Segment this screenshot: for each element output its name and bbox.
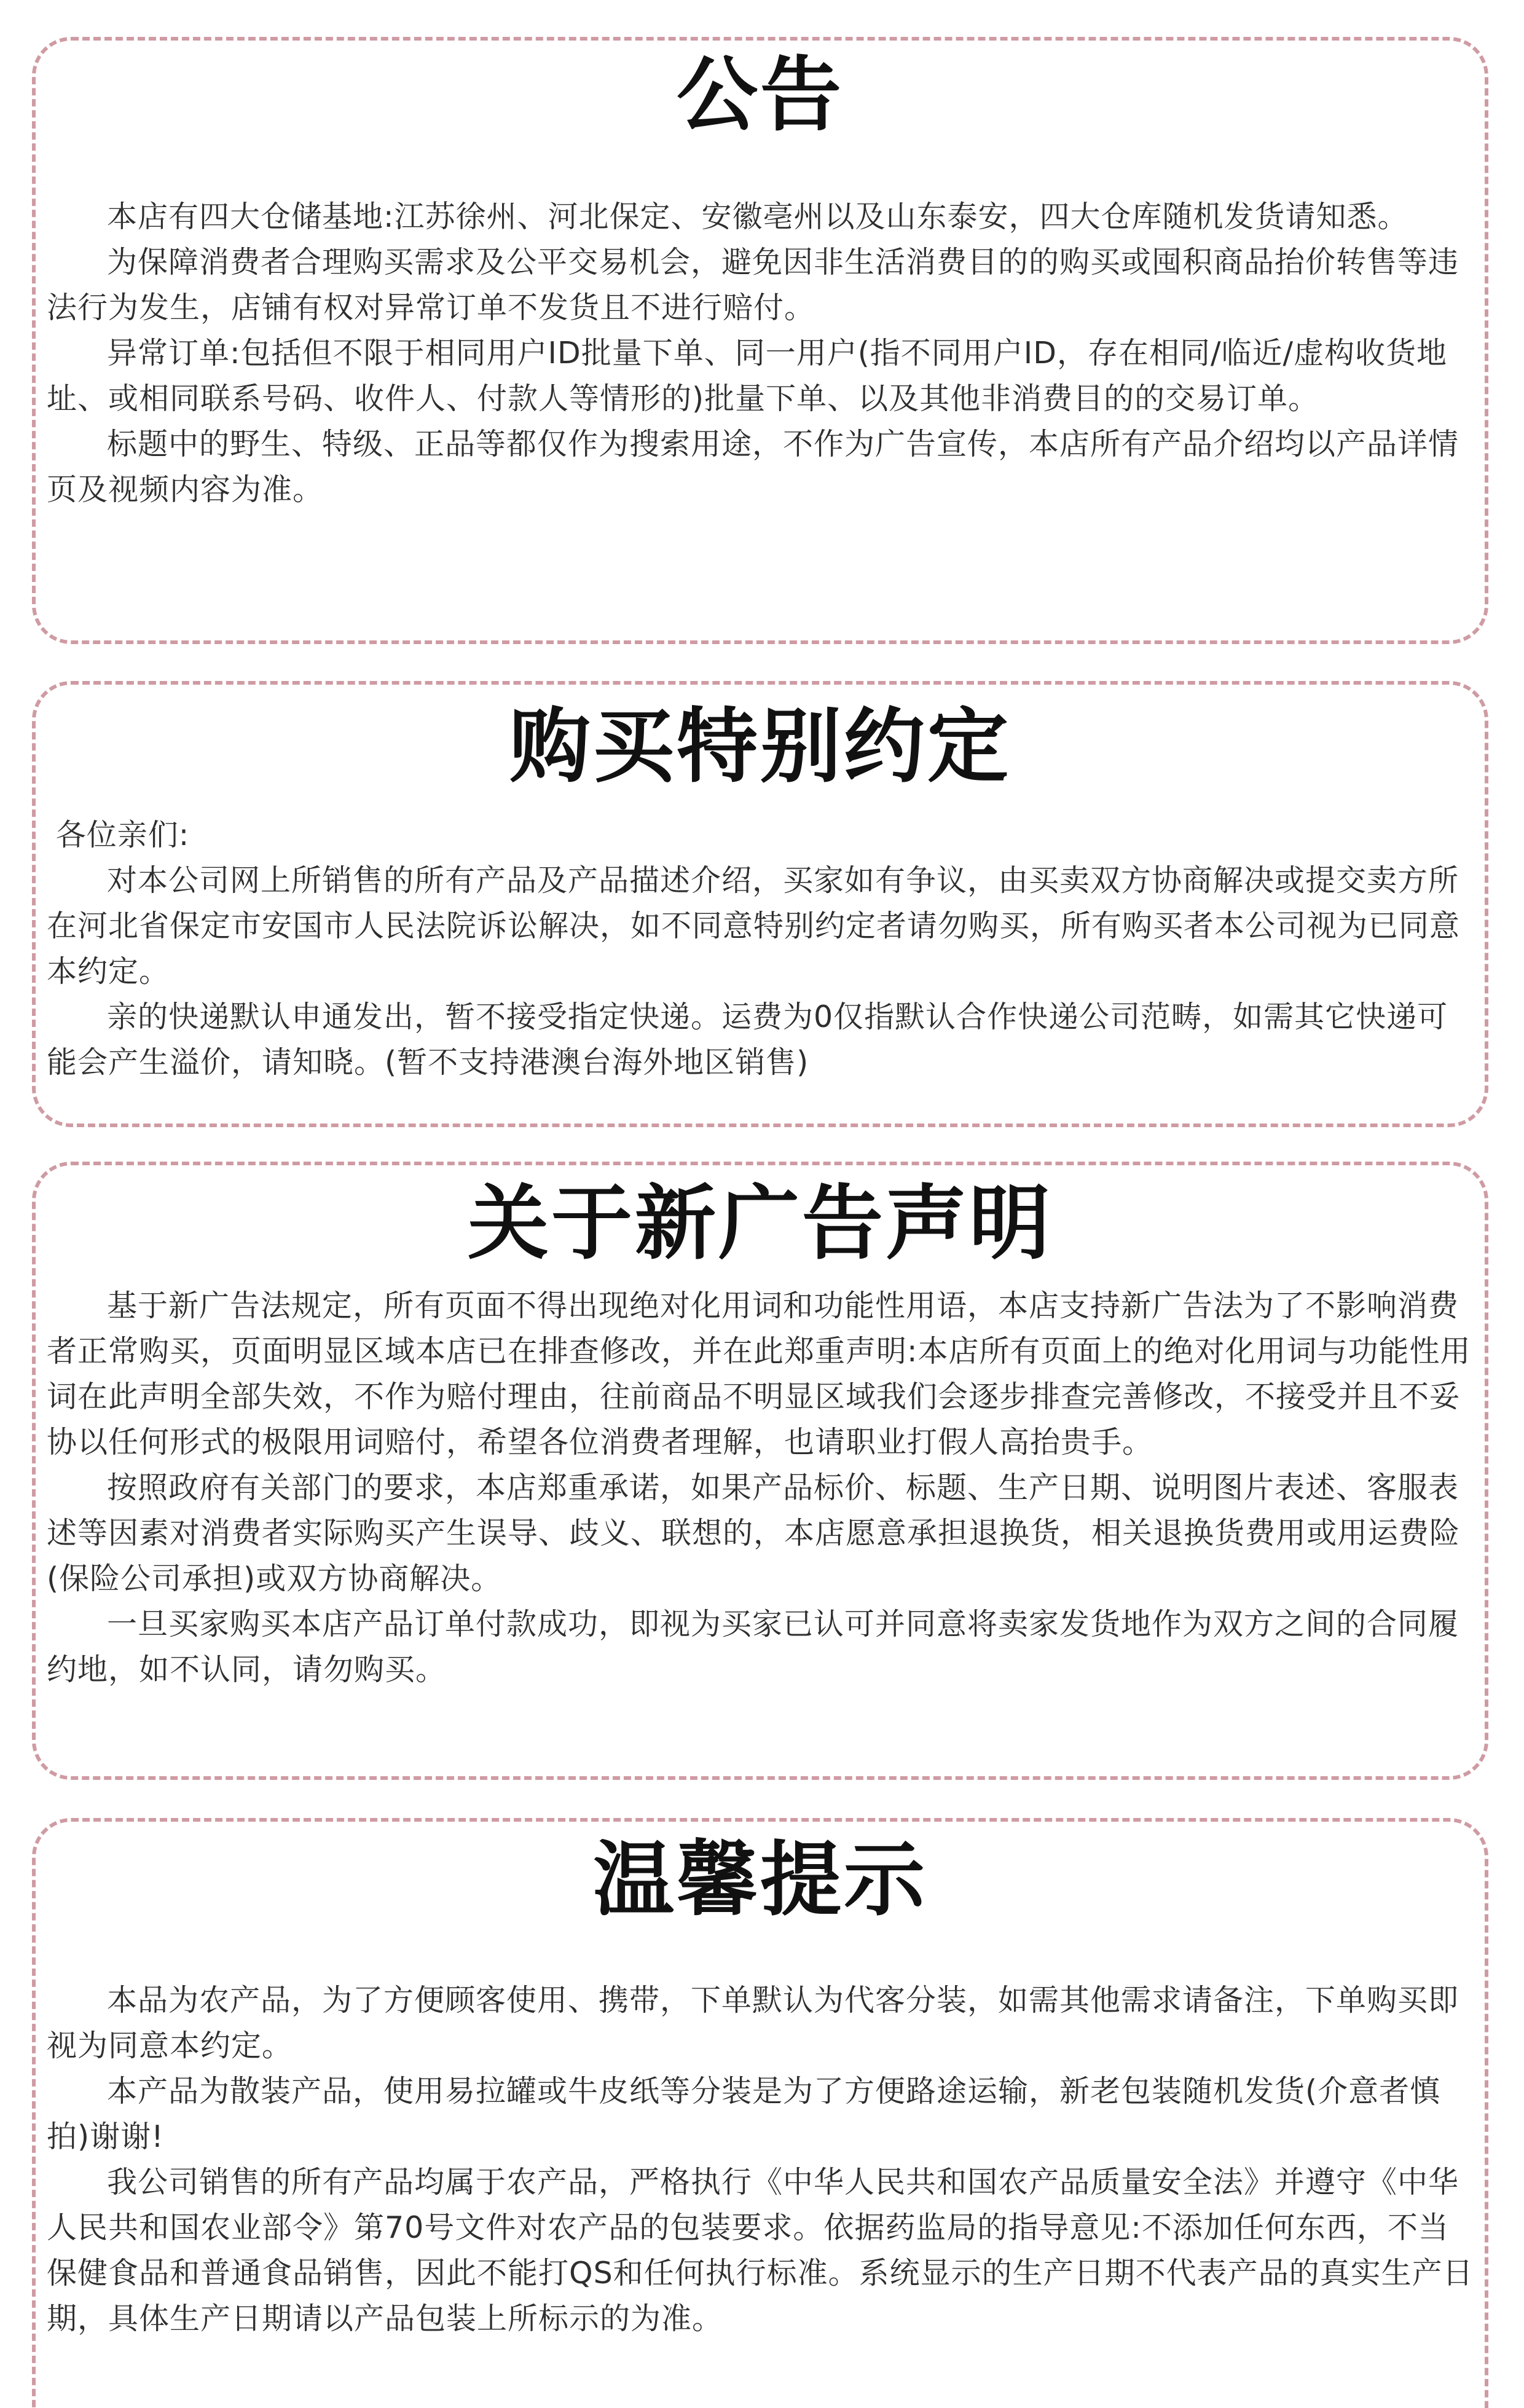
paragraph: 本品为农产品，为了方便顾客使用、携带，下单默认为代客分装，如需其他需求请备注，下单购买即视为同意本约定。 (47, 1983, 1459, 2063)
paragraph: 异常订单:包括但不限于相同用户ID批量下单、同一用户(指不同用户ID，存在相同/临近/虚构收货地址、或相同联系号码、收件人、付款人等情形的)批量下单、以及其他非消费目的的交易订单。 (47, 336, 1448, 416)
section-title: 公告 (677, 48, 844, 143)
section-title: 购买特别约定 (509, 699, 1011, 794)
warm-tips-section (32, 1818, 1488, 2408)
paragraph: 为保障消费者合理购买需求及公平交易机会，避免因非生活消费目的的购买或囤积商品抬价转售等违法行为发生，店铺有权对异常订单不发货且不进行赔付。 (47, 245, 1459, 325)
paragraph: 标题中的野生、特级、正品等都仅作为搜索用途，不作为广告宣传，本店所有产品介绍均以产品详情页及视频内容为准。 (47, 427, 1459, 507)
section-body (47, 194, 1474, 513)
paragraph: 亲的快递默认申通发出，暂不接受指定快递。运费为0仅指默认合作快递公司范畴，如需其它快递可能会产生溢价，请知晓。(暂不支持港澳台海外地区销售) (47, 999, 1448, 1080)
paragraph: 基于新广告法规定，所有页面不得出现绝对化用词和功能性用语，本店支持新广告法为了不影响消费者正常购买，页面明显区域本店已在排查修改，并在此郑重声明:本店所有页面上的绝对化用词与功能性用词在此声明全部失效，不作为赔付理由，往前商品不明显区域我们会逐步排查完善修改，不接受并且不妥协以任何形式的极限用词赔付，希望各位消费者理解，也请职业打假人高抬贵手。 (47, 1288, 1471, 1460)
paragraph: 对本公司网上所销售的所有产品及产品描述介绍，买家如有争议，由买卖双方协商解决或提交卖方所在河北省保定市安国市人民法院诉讼解决，如不同意特别约定者请勿购买，所有购买者本公司视为已同意本约定。 (47, 863, 1461, 989)
section-body (47, 1978, 1474, 2342)
paragraph: 按照政府有关部门的要求，本店郑重承诺，如果产品标价、标题、生产日期、说明图片表述、客服表述等因素对消费者实际购买产生误导、歧义、联想的，本店愿意承担退换货，相关退换货费用或用运费险(保险公司承担)或双方协商解决。 (47, 1470, 1461, 1596)
paragraph: 我公司销售的所有产品均属于农产品，严格执行《中华人民共和国农产品质量安全法》并遵守《中华人民共和国农业部令》第70号文件对农产品的包装要求。依据药监局的指导意见:不添加任何东西，不当保健食品和普通食品销售，因此不能打QS和任何执行标准。系统显示的生产日期不代表产品的真实生产日期，具体生产日期请以产品包装上所标示的为准。 (47, 2165, 1474, 2336)
purchase-agreement-section (32, 681, 1488, 1127)
advertising-statement-section (32, 1162, 1488, 1780)
paragraph: 本产品为散装产品，使用易拉罐或牛皮纸等分装是为了方便路途运输，新老包装随机发货(介意者慎拍)谢谢! (47, 2074, 1441, 2154)
paragraph: 一旦买家购买本店产品订单付款成功，即视为买家已认可并同意将卖家发货地作为双方之间的合同履约地，如不认同，请勿购买。 (47, 1607, 1459, 1687)
section-title: 温馨提示 (593, 1833, 927, 1927)
section-body (47, 813, 1474, 1085)
section-title: 关于新广告声明 (468, 1176, 1053, 1271)
paragraph: 本店有四大仓储基地:江苏徐州、河北保定、安徽亳州以及山东泰安，四大仓库随机发货请知悉。 (107, 199, 1408, 234)
section-body (47, 1283, 1474, 1693)
notice-section (32, 37, 1488, 644)
greeting: 各位亲们: (55, 817, 190, 852)
